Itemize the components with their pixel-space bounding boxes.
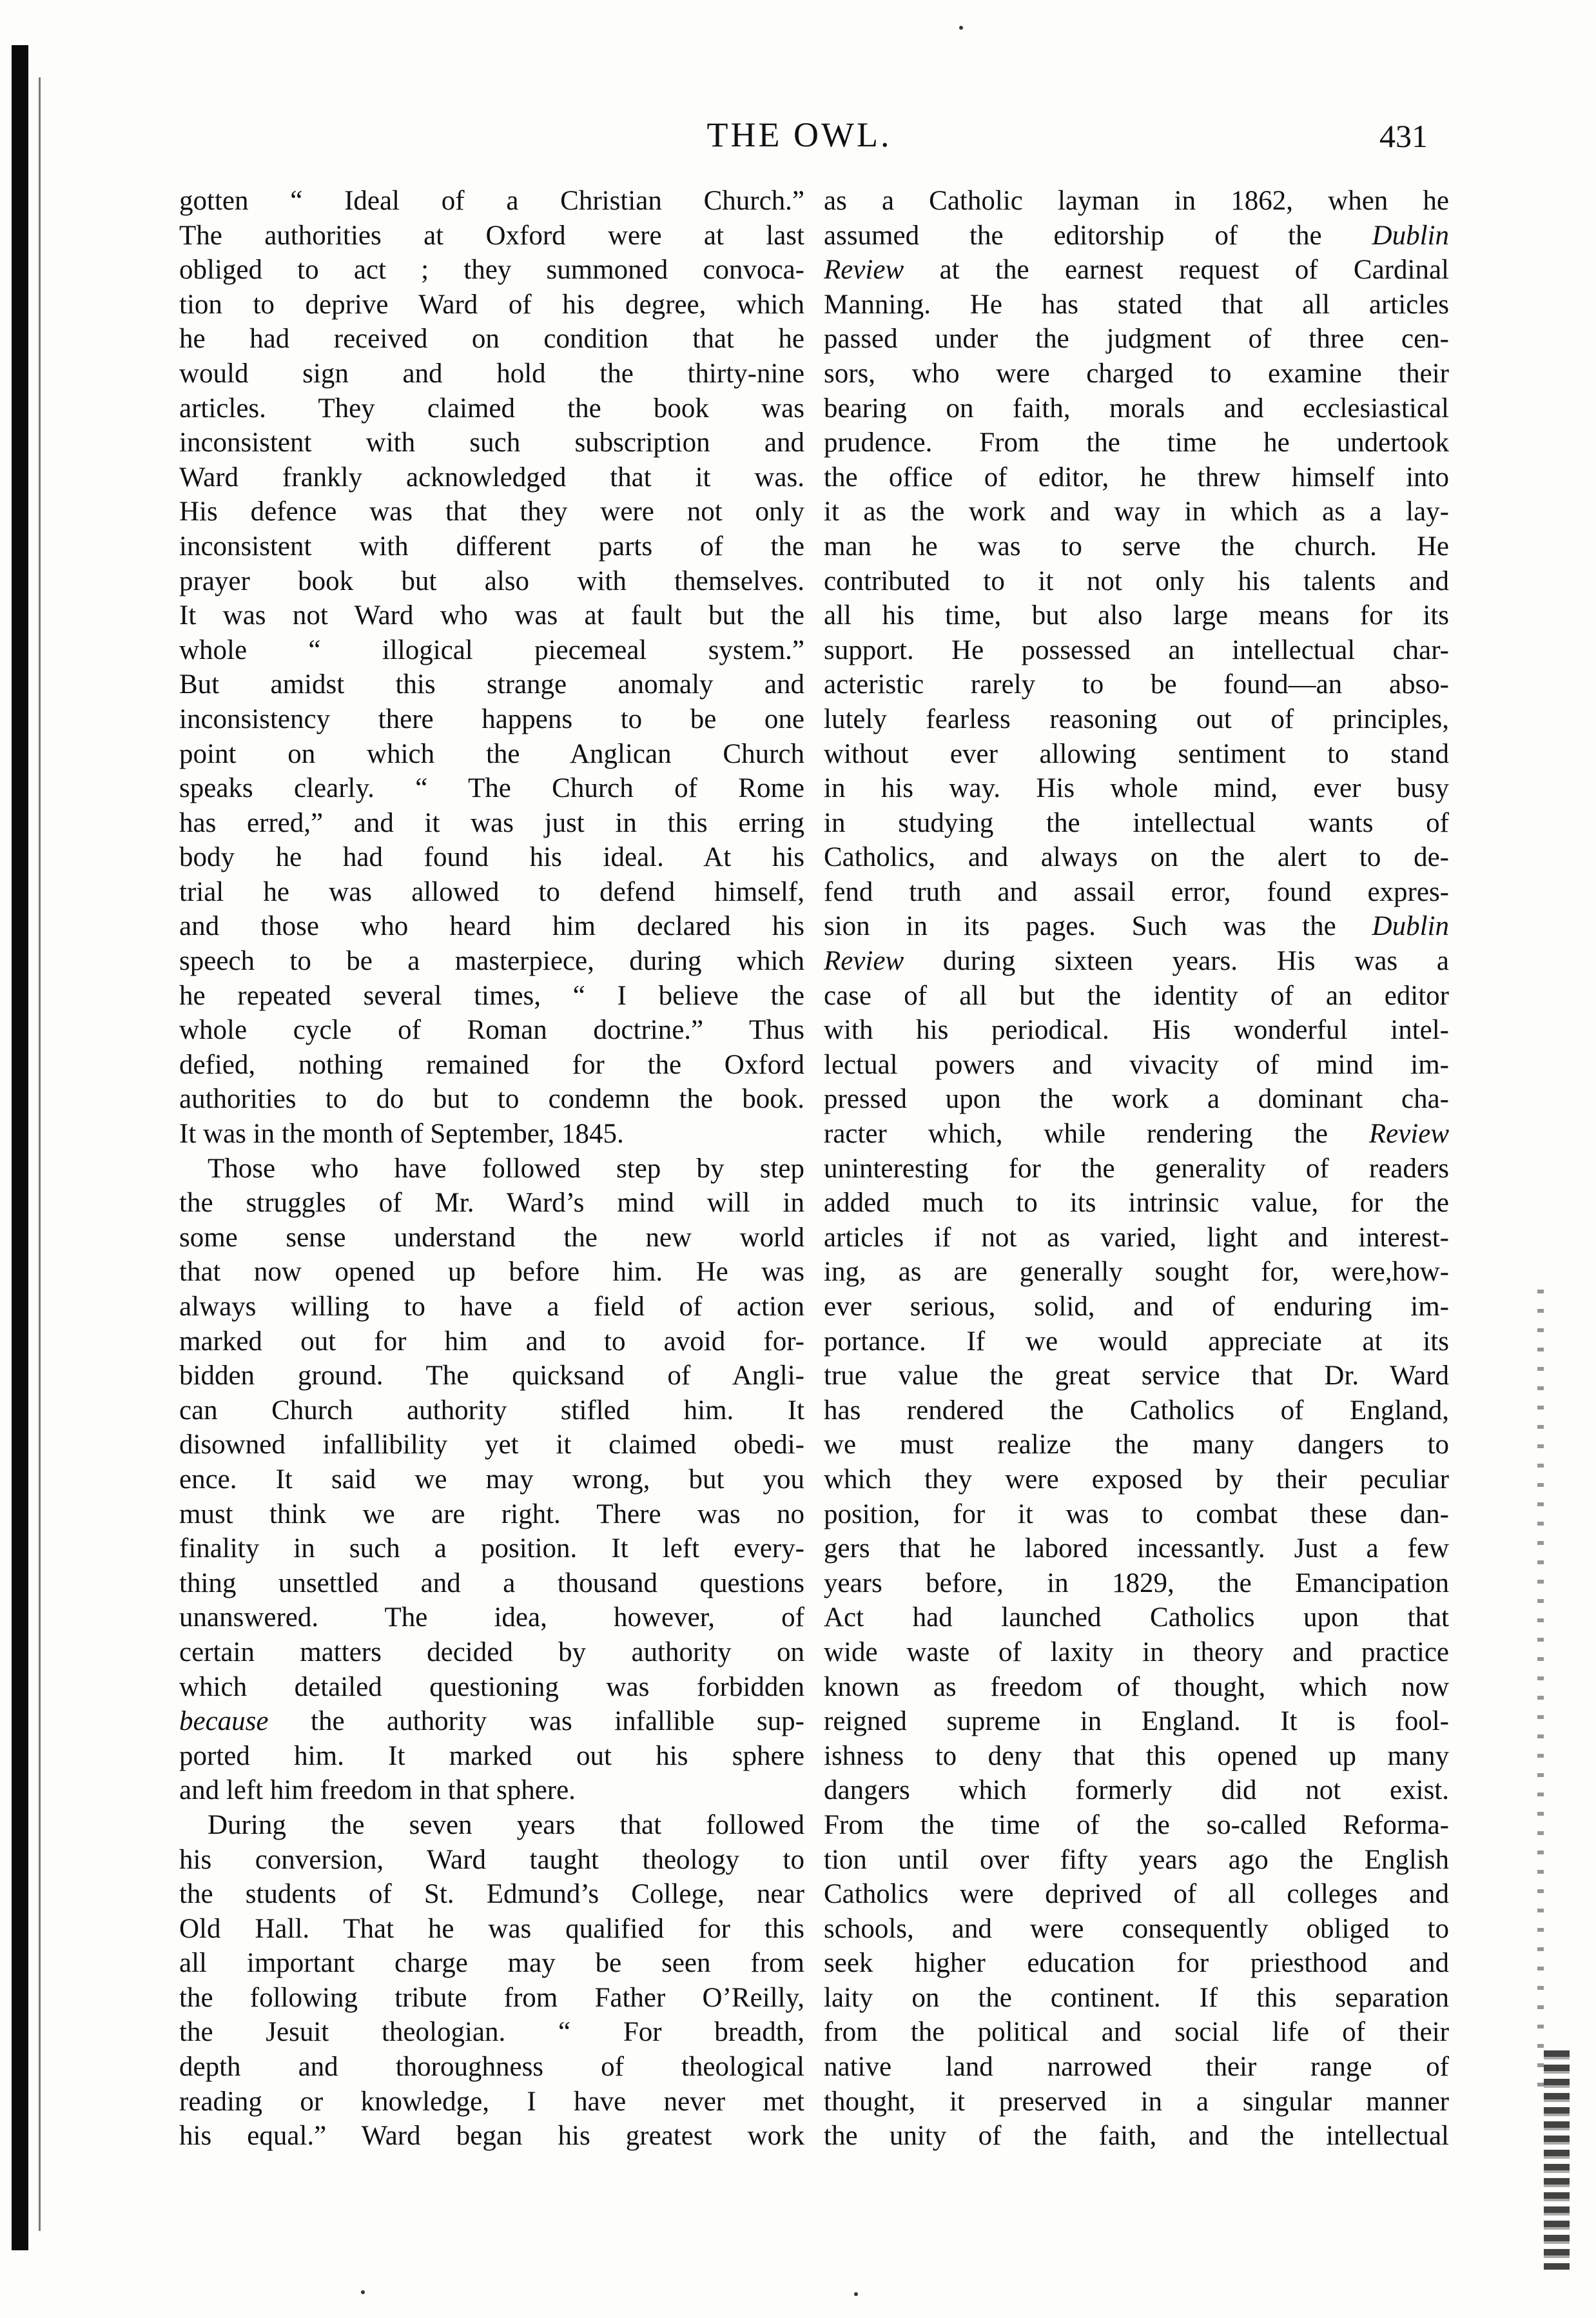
text-line: and left him freedom in that sphere. [179, 1775, 576, 1806]
text-line: and those who heard him declared his [179, 911, 804, 942]
text-line: can Church authority stifled him. It [179, 1395, 804, 1426]
text-line: has erred,” and it was just in this erring [179, 807, 804, 838]
text-line: would sign and hold the thirty-nine [179, 358, 804, 389]
text-line: in his way. His whole mind, ever busy [824, 773, 1449, 804]
text-line: he had received on condition that he [179, 324, 804, 355]
text-line: true value the great service that Dr. Ward [824, 1360, 1449, 1391]
text-line: inconsistent with such subscription and [179, 427, 804, 458]
text-line: speaks clearly. “ The Church of Rome [179, 773, 804, 804]
text-line: Catholics, and always on the alert to de- [824, 842, 1449, 873]
italic-title: Review [824, 255, 904, 286]
text-line: unanswered. The idea, however, of [179, 1602, 804, 1633]
text-line: marked out for him and to avoid for- [179, 1326, 804, 1357]
text-line: depth and thoroughness of theological [179, 2052, 804, 2083]
text-line: the unity of the faith, and the intellectual [824, 2121, 1449, 2152]
text-line: ported him. It marked out his sphere [179, 1740, 804, 1771]
text-line: laity on the continent. If this separation [824, 1982, 1449, 2013]
text-line: support. He possessed an intellectual char- [824, 634, 1449, 665]
text-line: with his periodical. His wonderful intel- [824, 1015, 1449, 1046]
text-line: in studying the intellectual wants of [824, 807, 1449, 838]
text-line: as a Catholic layman in 1862, when he [824, 186, 1449, 216]
text-line: lutely fearless reasoning out of principles, [824, 703, 1449, 734]
italic-title: Dublin [1372, 220, 1449, 251]
text-line: added much to its intrinsic value, for the [824, 1188, 1449, 1219]
text-line: prudence. From the time he undertook [824, 427, 1449, 458]
binding-edge-line [39, 77, 41, 2231]
text-line: always willing to have a field of action [179, 1292, 804, 1322]
text-line: man he was to serve the church. He [824, 531, 1449, 562]
text-line: we must realize the many dangers to [824, 1429, 1449, 1460]
text-line: sion in its pages. Such was the Dublin [824, 911, 1449, 942]
text-line: But amidst this strange anomaly and [179, 669, 804, 700]
text-line: certain matters decided by authority on [179, 1636, 804, 1667]
text-line: all important charge may be seen from [179, 1948, 804, 1979]
text-line: passed under the judgment of three cen- [824, 324, 1449, 355]
text-line: some sense understand the new world [179, 1222, 804, 1253]
text-line: ever serious, solid, and of enduring im- [824, 1292, 1449, 1322]
text-line: From the time of the so-called Reforma- [824, 1809, 1449, 1840]
text-line: the office of editor, he threw himself into [824, 462, 1449, 493]
text-line: His defence was that they were not only [179, 496, 804, 527]
text-line: because the authority was infallible sup- [179, 1706, 804, 1737]
binding-shadow [12, 45, 28, 2250]
text-line: without ever allowing sentiment to stand [824, 738, 1449, 769]
text-line: thought, it preserved in a singular manner [824, 2086, 1449, 2117]
text-line: dangers which formerly did not exist. [824, 1775, 1449, 1806]
text-line: body he had found his ideal. At his [179, 842, 804, 873]
text-line: articles. They claimed the book was [179, 393, 804, 424]
text-line: inconsistent with different parts of the [179, 531, 804, 562]
text-line: trial he was allowed to defend himself, [179, 876, 804, 907]
text-line: all his time, but also large means for its [824, 600, 1449, 631]
text-line: seek higher education for priesthood and [824, 1948, 1449, 1979]
text-line: speech to be a masterpiece, during which [179, 946, 804, 977]
text-line: It was not Ward who was at fault but the [179, 600, 804, 631]
text-line: the Jesuit theologian. “ For breadth, [179, 2017, 804, 2048]
text-line: he repeated several times, “ I believe the [179, 980, 804, 1011]
text-line: authorities to do but to condemn the book. [179, 1084, 804, 1115]
text-line: native land narrowed their range of [824, 2052, 1449, 2083]
text-line: tion to deprive Ward of his degree, which [179, 289, 804, 320]
text-line: bidden ground. The quicksand of Angli- [179, 1360, 804, 1391]
text-line: gotten “ Ideal of a Christian Church.” [179, 186, 804, 216]
text-line: articles if not as varied, light and interest- [824, 1222, 1449, 1253]
text-line: which detailed questioning was forbidden [179, 1671, 804, 1702]
text-line: it as the work and way in which as a lay- [824, 496, 1449, 527]
text-line: the students of St. Edmund’s College, near [179, 1879, 804, 1910]
text-line: bearing on faith, morals and ecclesiastical [824, 393, 1449, 424]
text-line: case of all but the identity of an editor [824, 980, 1449, 1011]
text-line: ing, as are generally sought for, were,how- [824, 1257, 1449, 1288]
text-line: The authorities at Oxford were at last [179, 220, 804, 251]
text-line: Review during sixteen years. His was a [824, 946, 1449, 977]
text-line: Catholics were deprived of all colleges and [824, 1879, 1449, 1910]
italic-title: Dublin [1372, 911, 1449, 942]
left-text-column [179, 184, 804, 2154]
scan-speck [959, 26, 963, 30]
text-line: wide waste of laxity in theory and practice [824, 1636, 1449, 1667]
text-line: lectual powers and vivacity of mind im- [824, 1049, 1449, 1080]
text-line: It was in the month of September, 1845. [179, 1119, 624, 1150]
text-line: position, for it was to combat these dan- [824, 1498, 1449, 1529]
text-line: tion until over fifty years ago the English [824, 1844, 1449, 1875]
text-line: ence. It said we may wrong, but you [179, 1464, 804, 1495]
text-line: reading or knowledge, I have never met [179, 2086, 804, 2117]
text-line: pressed upon the work a dominant cha- [824, 1084, 1449, 1115]
text-line: known as freedom of thought, which now [824, 1671, 1449, 1702]
scan-edge-marks [1537, 1290, 1544, 2096]
text-line: his conversion, Ward taught theology to [179, 1844, 804, 1875]
scan-edge-noise [1544, 2050, 1570, 2270]
text-line: years before, in 1829, the Emancipation [824, 1567, 1449, 1598]
text-line: from the political and social life of their [824, 2017, 1449, 2048]
italic-title: Review [1368, 1119, 1449, 1150]
text-line: finality in such a position. It left every- [179, 1533, 804, 1564]
text-line: reigned supreme in England. It is fool- [824, 1706, 1449, 1737]
text-line: uninteresting for the generality of readers [824, 1153, 1449, 1184]
text-line: Those who have followed step by step [208, 1153, 804, 1184]
text-line: During the seven years that followed [208, 1809, 804, 1840]
text-line: whole “ illogical piecemeal system.” [179, 634, 804, 665]
text-line: acteristic rarely to be found—an abso- [824, 669, 1449, 700]
text-line: must think we are right. There was no [179, 1498, 804, 1529]
italic-title: because [179, 1706, 269, 1737]
text-line: gers that he labored incessantly. Just a few [824, 1533, 1449, 1564]
text-line: contributed to it not only his talents and [824, 565, 1449, 596]
text-line: point on which the Anglican Church [179, 738, 804, 769]
italic-title: Review [824, 946, 904, 977]
text-line: his equal.” Ward began his greatest work [179, 2121, 804, 2152]
text-line: the struggles of Mr. Ward’s mind will in [179, 1188, 804, 1219]
text-line: prayer book but also with themselves. [179, 565, 804, 596]
text-line: which they were exposed by their peculiar [824, 1464, 1449, 1495]
text-line: Review at the earnest request of Cardinal [824, 255, 1449, 286]
text-line: fend truth and assail error, found expres- [824, 876, 1449, 907]
running-header [0, 115, 1596, 166]
scan-speck [361, 2290, 365, 2294]
text-line: portance. If we would appreciate at its [824, 1326, 1449, 1357]
text-line: sors, who were charged to examine their [824, 358, 1449, 389]
text-line: thing unsettled and a thousand questions [179, 1567, 804, 1598]
text-line: Manning. He has stated that all articles [824, 289, 1449, 320]
text-line: Old Hall. That he was qualified for this [179, 1913, 804, 1944]
scan-speck [854, 2292, 858, 2296]
right-text-column [824, 184, 1449, 2154]
text-line: assumed the editorship of the Dublin [824, 220, 1449, 251]
text-line: disowned infallibility yet it claimed obedi- [179, 1429, 804, 1460]
text-line: schools, and were consequently obliged to [824, 1913, 1449, 1944]
text-line: racter which, while rendering the Review [824, 1119, 1449, 1150]
text-line: obliged to act ; they summoned convoca- [179, 255, 804, 286]
text-line: ishness to deny that this opened up many [824, 1740, 1449, 1771]
text-line: whole cycle of Roman doctrine.” Thus [179, 1015, 804, 1046]
text-line: has rendered the Catholics of England, [824, 1395, 1449, 1426]
text-line: defied, nothing remained for the Oxford [179, 1049, 804, 1080]
page-number: 431 [1379, 118, 1428, 154]
text-line: the following tribute from Father O’Reilly, [179, 1982, 804, 2013]
text-line: that now opened up before him. He was [179, 1257, 804, 1288]
text-line: Act had launched Catholics upon that [824, 1602, 1449, 1633]
text-line: inconsistency there happens to be one [179, 703, 804, 734]
text-line: Ward frankly acknowledged that it was. [179, 462, 804, 493]
journal-title: THE OWL. [706, 115, 892, 154]
